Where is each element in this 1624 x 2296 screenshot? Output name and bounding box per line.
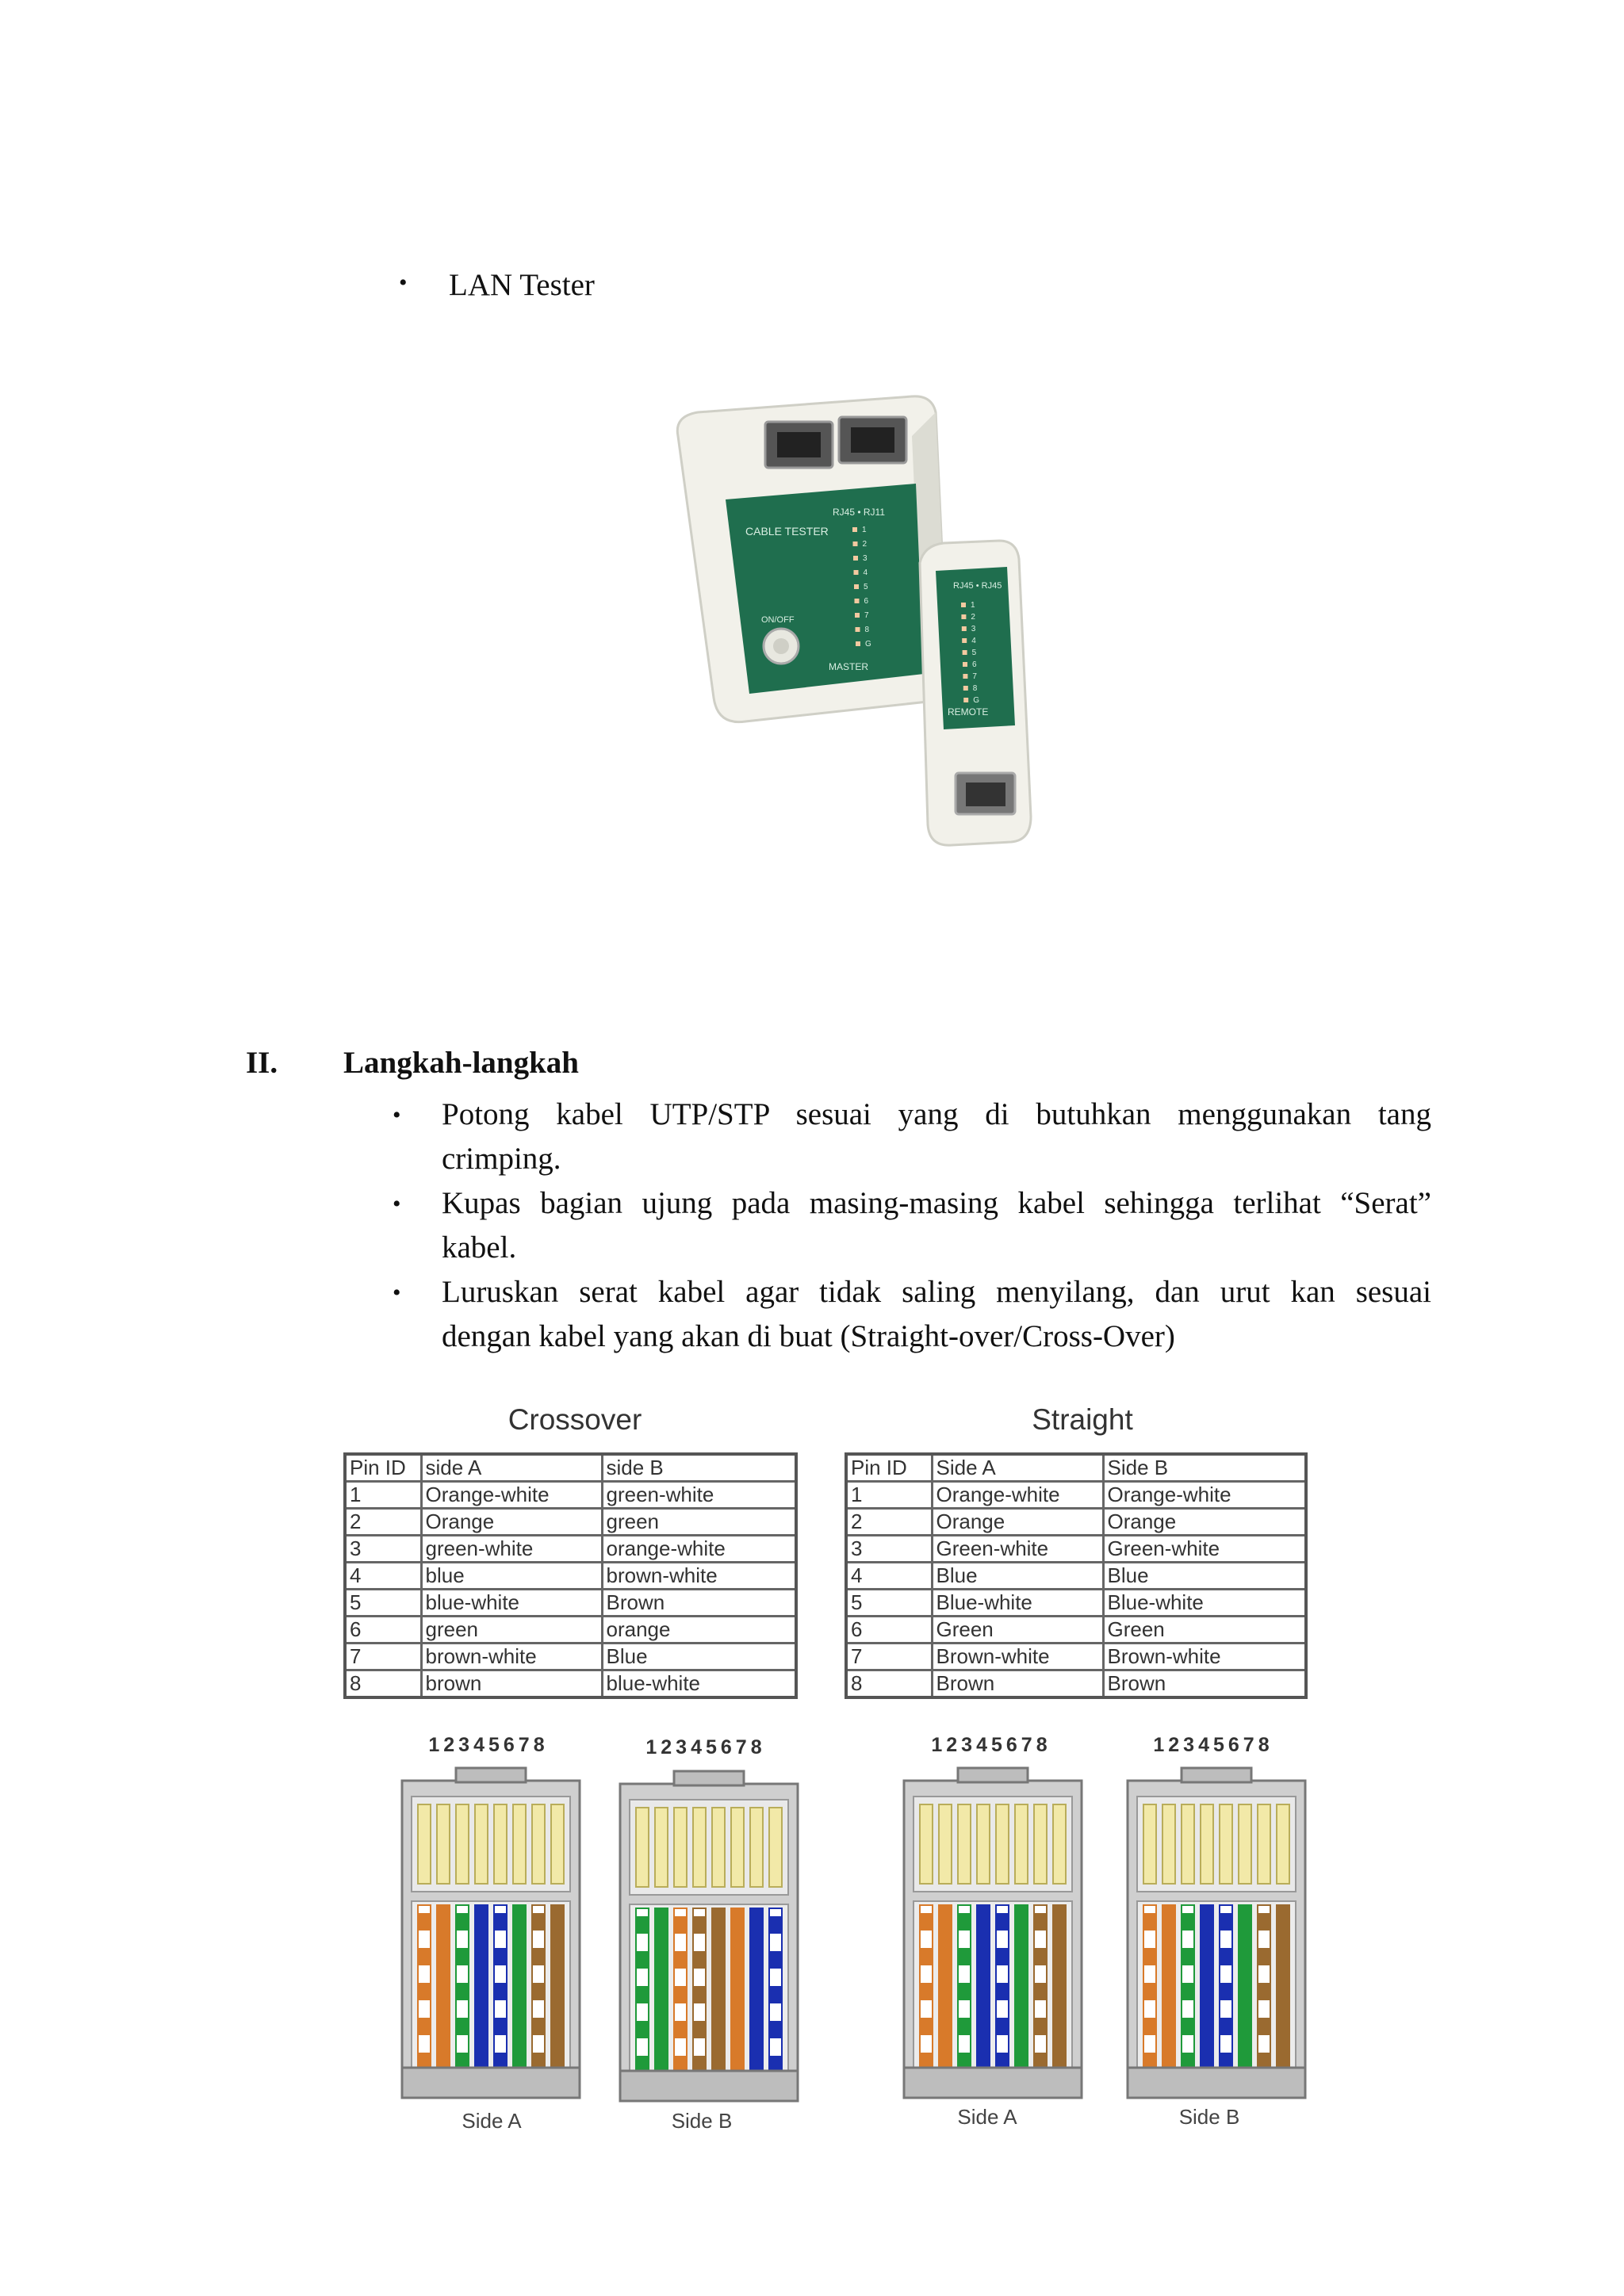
straight-cell: Blue [1103,1563,1306,1590]
straight-cell: Orange [1103,1509,1306,1536]
crossover-cell: 3 [345,1536,421,1563]
straight-cell: 8 [846,1670,932,1698]
table-row [846,1617,1306,1644]
crossover-side-b-wire [712,1908,725,2087]
table-row [846,1670,1306,1698]
straight-side-a-wire [1015,1905,1028,2084]
straight-side-b-connector [1126,1766,1307,2099]
crossover-side-a-wire [456,1905,469,2084]
crossover-side-a-wire [513,1905,526,2084]
led-number: 3 [863,554,868,563]
straight-header-cell: Side A [932,1454,1103,1482]
crossover-side-b-pin-contact [731,1808,744,1887]
crossover-side-b-wire [693,1908,706,2087]
crossover-title: Crossover [508,1403,642,1436]
crossover-header-row [345,1454,796,1482]
straight-cell: Brown-white [932,1644,1103,1670]
straight-cell: Blue-white [1103,1590,1306,1617]
table-row [345,1482,796,1509]
table-row [345,1617,796,1644]
crossover-header-cell: side B [602,1454,796,1482]
straight-side-a-pin-contact [939,1804,952,1884]
straight-side-b-wire [1143,1905,1156,2084]
led-number: G [973,696,979,705]
straight-side-a-connector [902,1766,1083,2099]
straight-side-a-pin-numbers: 12345678 [931,1734,1051,1756]
crossover-cell: blue-white [421,1590,602,1617]
straight-side-a-wire [977,1905,990,2084]
crossover-header-cell: side A [421,1454,602,1482]
straight-side-a-pin-contact [958,1804,971,1884]
crossover-cell: Orange [421,1509,602,1536]
crossover-cell: green [421,1617,602,1644]
crossover-side-a-pin-contact [551,1804,564,1884]
tester-button-label: ON/OFF [761,615,795,625]
straight-side-a-wire [996,1905,1009,2084]
straight-side-a-pin-contact [977,1804,990,1884]
crossover-side-a-wire [475,1905,488,2084]
straight-side-b-wire [1220,1905,1232,2084]
crossover-side-b-wire [731,1908,744,2087]
straight-side-b-wire [1258,1905,1270,2084]
straight-table [845,1452,1308,1699]
crossover-side-a-pin-contact [418,1804,431,1884]
bullet-symbol: • [399,270,408,296]
straight-cell: 4 [846,1563,932,1590]
crossover-cell: brown-white [421,1644,602,1670]
crossover-side-a-pin-contact [475,1804,488,1884]
straight-cell: 2 [846,1509,932,1536]
straight-cell: Brown-white [1103,1644,1306,1670]
led-indicator [856,641,860,646]
crossover-cell: Orange-white [421,1482,602,1509]
crossover-table [343,1452,798,1699]
crossover-cell: orange [602,1617,796,1644]
led-number: 1 [862,526,867,534]
led-number: 5 [971,649,977,657]
straight-side-a-pin-contact [1015,1804,1028,1884]
straight-cell: Green [1103,1617,1306,1644]
table-row [345,1644,796,1670]
led-number: 3 [971,625,976,633]
table-row [345,1536,796,1563]
led-number: G [865,640,871,649]
led-indicator [963,662,967,667]
straight-side-a-wire [1034,1905,1047,2084]
straight-side-b-pin-contact [1182,1804,1194,1884]
led-number: 7 [864,611,869,620]
straight-cell: 3 [846,1536,932,1563]
crossover-cell: 7 [345,1644,421,1670]
led-indicator [855,613,860,618]
crossover-side-a-label: Side A [462,2109,522,2133]
led-indicator [853,541,858,546]
led-indicator [856,627,860,632]
led-indicator [963,686,968,691]
straight-cell: Blue-white [932,1590,1103,1617]
crossover-cell: orange-white [602,1536,796,1563]
straight-cell: Brown [1103,1670,1306,1698]
crossover-side-a-wire [532,1905,545,2084]
straight-side-a-pin-contact [1034,1804,1047,1884]
straight-side-b-label: Side B [1178,2105,1240,2129]
straight-side-b-pin-contact [1201,1804,1213,1884]
crossover-cell: 1 [345,1482,421,1509]
crossover-side-a-connector [400,1766,581,2099]
straight-side-b-pin-contact [1143,1804,1156,1884]
step-1-line-2: crimping. [442,1142,561,1176]
straight-cell: Green [932,1617,1103,1644]
straight-side-b-pin-contact [1239,1804,1251,1884]
step-bullet: • [393,1280,401,1306]
step-2-line-1: Kupas bagian ujung pada masing-masing kabel sehingga terlihat “Serat” [442,1186,1431,1220]
crossover-side-b-pin-contact [693,1808,706,1887]
led-indicator [855,599,860,603]
straight-side-a-pin-contact [996,1804,1009,1884]
straight-side-a-wire [920,1905,933,2084]
step-3-line-2: dengan kabel yang akan di buat (Straight-over/Cross-Over) [442,1319,1175,1353]
crossover-cell: brown-white [602,1563,796,1590]
straight-cell: 7 [846,1644,932,1670]
straight-cell: Blue [932,1563,1103,1590]
crossover-side-b-pin-contact [636,1808,649,1887]
lan-tester-label: LAN Tester [449,268,595,302]
table-row [345,1563,796,1590]
led-number: 6 [972,660,977,669]
led-number: 6 [864,597,869,606]
straight-side-a-pin-contact [1053,1804,1066,1884]
table-row [846,1482,1306,1509]
table-row [846,1536,1306,1563]
remote-label-top: RJ45 • RJ45 [953,581,1002,591]
led-number: 8 [972,684,978,693]
table-row [846,1590,1306,1617]
led-indicator [854,570,859,575]
straight-cell: Green-white [932,1536,1103,1563]
led-number: 4 [863,568,868,577]
led-number: 8 [864,626,870,634]
straight-cell: Orange-white [1103,1482,1306,1509]
straight-side-a-wire [1053,1905,1066,2084]
straight-side-b-pin-contact [1258,1804,1270,1884]
crossover-header-cell: Pin ID [345,1454,421,1482]
table-row [345,1590,796,1617]
led-number: 1 [971,601,975,610]
crossover-side-b-connector [619,1770,799,2103]
crossover-cell: Brown [602,1590,796,1617]
straight-side-b-wire [1201,1905,1213,2084]
led-indicator [963,698,968,702]
crossover-side-b-pin-contact [750,1808,763,1887]
table-row [846,1509,1306,1536]
crossover-side-a-pin-numbers: 12345678 [428,1734,549,1756]
crossover-cell: brown [421,1670,602,1698]
led-indicator [961,603,966,607]
crossover-side-b-wire [750,1908,763,2087]
crossover-side-b-wire [636,1908,649,2087]
crossover-side-b-pin-contact [655,1808,668,1887]
crossover-cell: blue [421,1563,602,1590]
crossover-side-b-pin-numbers: 12345678 [645,1736,766,1758]
crossover-side-b-pin-contact [674,1808,687,1887]
crossover-cell: green-white [602,1482,796,1509]
straight-side-b-pin-numbers: 12345678 [1153,1734,1274,1756]
crossover-side-b-wire [674,1908,687,2087]
crossover-cell: green [602,1509,796,1536]
straight-cell: Orange [932,1509,1103,1536]
straight-cell: 1 [846,1482,932,1509]
led-indicator [854,584,859,589]
straight-cell: 6 [846,1617,932,1644]
crossover-side-a-wire [418,1905,431,2084]
crossover-cell: blue-white [602,1670,796,1698]
table-row [846,1644,1306,1670]
straight-cell: 5 [846,1590,932,1617]
crossover-side-b-pin-contact [769,1808,782,1887]
straight-cell: Brown [932,1670,1103,1698]
section-title: Langkah-langkah [343,1046,579,1080]
tester-label-left: CABLE TESTER [745,525,829,538]
tester-main-unit [677,396,948,722]
step-bullet: • [393,1191,401,1217]
straight-header-row [846,1454,1306,1482]
section-number: II. [246,1046,278,1080]
crossover-side-a-wire [494,1905,507,2084]
led-indicator [962,638,967,643]
straight-cell: Green-white [1103,1536,1306,1563]
led-indicator [961,614,966,619]
straight-header-cell: Pin ID [846,1454,932,1482]
led-number: 5 [864,583,868,591]
led-indicator [852,527,857,532]
straight-side-b-wire [1182,1905,1194,2084]
crossover-cell: 6 [345,1617,421,1644]
straight-side-b-pin-contact [1277,1804,1289,1884]
table-row [846,1563,1306,1590]
straight-side-b-wire [1239,1905,1251,2084]
crossover-cell: 5 [345,1590,421,1617]
straight-header-cell: Side B [1103,1454,1306,1482]
crossover-side-b-pin-contact [712,1808,725,1887]
led-indicator [963,674,967,679]
step-3-line-1: Luruskan serat kabel agar tidak saling menyilang, dan urut kan sesuai [442,1275,1431,1309]
straight-side-b-pin-contact [1220,1804,1232,1884]
led-number: 2 [862,540,868,549]
step-2-line-2: kabel. [442,1230,517,1265]
crossover-side-a-wire [551,1905,564,2084]
crossover-side-a-pin-contact [513,1804,526,1884]
tester-label-top: RJ45 • RJ11 [833,507,886,518]
straight-side-a-pin-contact [920,1804,933,1884]
table-row [345,1670,796,1698]
led-indicator [962,626,967,631]
led-number: 7 [972,672,977,681]
straight-cell: Orange-white [932,1482,1103,1509]
tester-label-bottom: MASTER [829,661,869,672]
straight-side-b-wire [1277,1905,1289,2084]
crossover-side-a-pin-contact [456,1804,469,1884]
straight-title: Straight [1032,1403,1133,1436]
crossover-side-a-pin-contact [494,1804,507,1884]
led-number: 2 [971,613,975,622]
step-bullet: • [393,1102,401,1128]
straight-side-b-wire [1162,1905,1175,2084]
crossover-cell: 4 [345,1563,421,1590]
crossover-cell: green-white [421,1536,602,1563]
step-1-line-1: Potong kabel UTP/STP sesuai yang di butuhkan menggunakan tang [442,1097,1431,1131]
straight-side-a-label: Side A [957,2105,1017,2129]
lan-tester-image [650,373,1110,872]
crossover-side-a-pin-contact [437,1804,450,1884]
straight-side-a-wire [939,1905,952,2084]
crossover-side-a-wire [437,1905,450,2084]
table-row [345,1509,796,1536]
crossover-side-a-pin-contact [532,1804,545,1884]
crossover-side-b-wire [769,1908,782,2087]
straight-side-b-pin-contact [1162,1804,1175,1884]
crossover-cell: 8 [345,1670,421,1698]
tester-remote-unit [920,541,1031,845]
crossover-side-b-label: Side B [671,2109,733,2133]
crossover-side-b-wire [655,1908,668,2087]
crossover-cell: Blue [602,1644,796,1670]
remote-label-bottom: REMOTE [948,706,989,718]
led-indicator [853,556,858,561]
straight-side-a-wire [958,1905,971,2084]
crossover-cell: 2 [345,1509,421,1536]
led-number: 4 [971,637,976,645]
led-indicator [963,650,967,655]
